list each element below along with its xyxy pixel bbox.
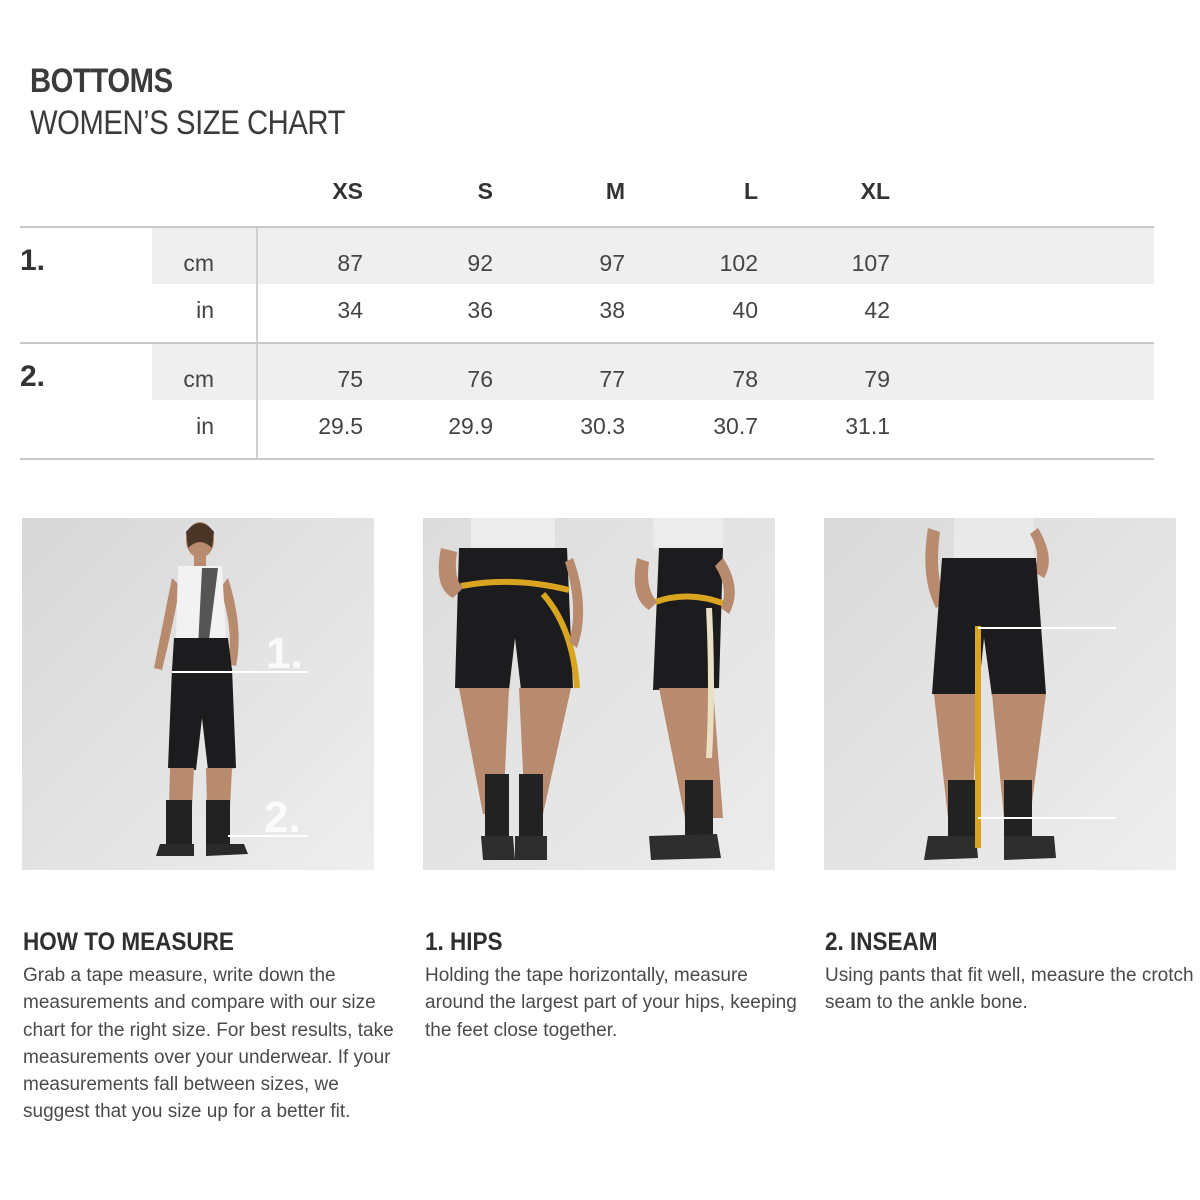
table-cell: 30.7	[713, 413, 758, 439]
table-cell: 97	[599, 250, 625, 276]
table-cell: 102	[719, 250, 758, 276]
photo-marker-hips: 1.	[266, 629, 303, 678]
photo-hips	[423, 518, 775, 870]
size-header-l: L	[743, 178, 758, 204]
text-line: measurements and compare with our size	[23, 992, 376, 1014]
text-line: chart for the right size. For best results, take	[23, 1019, 394, 1041]
text-line: Holding the tape horizontally, measure	[425, 965, 748, 986]
inseam-title: 2. INSEAM	[825, 928, 938, 956]
text-line: Using pants that fit well, measure the crotch	[825, 965, 1194, 986]
table-cell: 29.5	[318, 413, 363, 439]
group-label-hips: 1.	[20, 244, 46, 277]
inseam-text	[825, 962, 1194, 1017]
unit-label: cm	[183, 366, 214, 392]
text-line: around the largest part of your hips, keeping	[425, 992, 797, 1014]
size-header-m: M	[605, 178, 625, 204]
group-label-inseam: 2.	[20, 360, 46, 393]
text-line: measurements fall between sizes, we	[23, 1074, 339, 1096]
size-header-xl: XL	[860, 178, 890, 204]
text-line: seam to the ankle bone.	[825, 992, 1028, 1014]
photo-full-body	[22, 518, 374, 870]
table-cell: 34	[337, 297, 363, 323]
column-divider	[256, 344, 258, 458]
text-line: suggest that you size up for a better fit.	[23, 1101, 351, 1123]
size-header-s: S	[477, 178, 493, 204]
text-line: Grab a tape measure, write down the	[23, 965, 336, 986]
column-divider	[256, 228, 258, 342]
text-line: the feet close together.	[425, 1019, 618, 1041]
table-cell: 30.3	[580, 413, 625, 439]
table-cell: 76	[467, 366, 493, 392]
table-cell: 38	[599, 297, 625, 323]
unit-label: in	[196, 297, 214, 323]
table-cell: 92	[467, 250, 493, 276]
table-cell: 40	[732, 297, 758, 323]
hips-text	[425, 962, 797, 1044]
table-cell: 77	[599, 366, 625, 392]
size-header-xs: XS	[332, 178, 363, 204]
chart-subtitle: WOMEN’S SIZE CHART	[30, 104, 346, 142]
table-cell: 36	[467, 297, 493, 323]
photo-marker-inseam: 2.	[264, 793, 301, 842]
hips-title: 1. HIPS	[425, 928, 503, 956]
table-cell: 29.9	[448, 413, 493, 439]
chart-title: BOTTOMS	[30, 62, 173, 100]
photo-inseam	[824, 518, 1176, 870]
table-cell: 31.1	[845, 413, 890, 439]
unit-label: in	[196, 413, 214, 439]
table-cell: 78	[732, 366, 758, 392]
table-cell: 107	[851, 250, 890, 276]
text-line: measurements over your underwear. If your	[23, 1046, 391, 1068]
table-cell: 87	[337, 250, 363, 276]
how-to-measure-title: HOW TO MEASURE	[23, 928, 234, 956]
table-cell: 42	[864, 297, 890, 323]
table-divider	[20, 458, 1154, 460]
table-cell: 79	[864, 366, 890, 392]
table-cell: 75	[337, 366, 363, 392]
how-to-measure-text	[23, 962, 394, 1126]
unit-label: cm	[183, 250, 214, 276]
